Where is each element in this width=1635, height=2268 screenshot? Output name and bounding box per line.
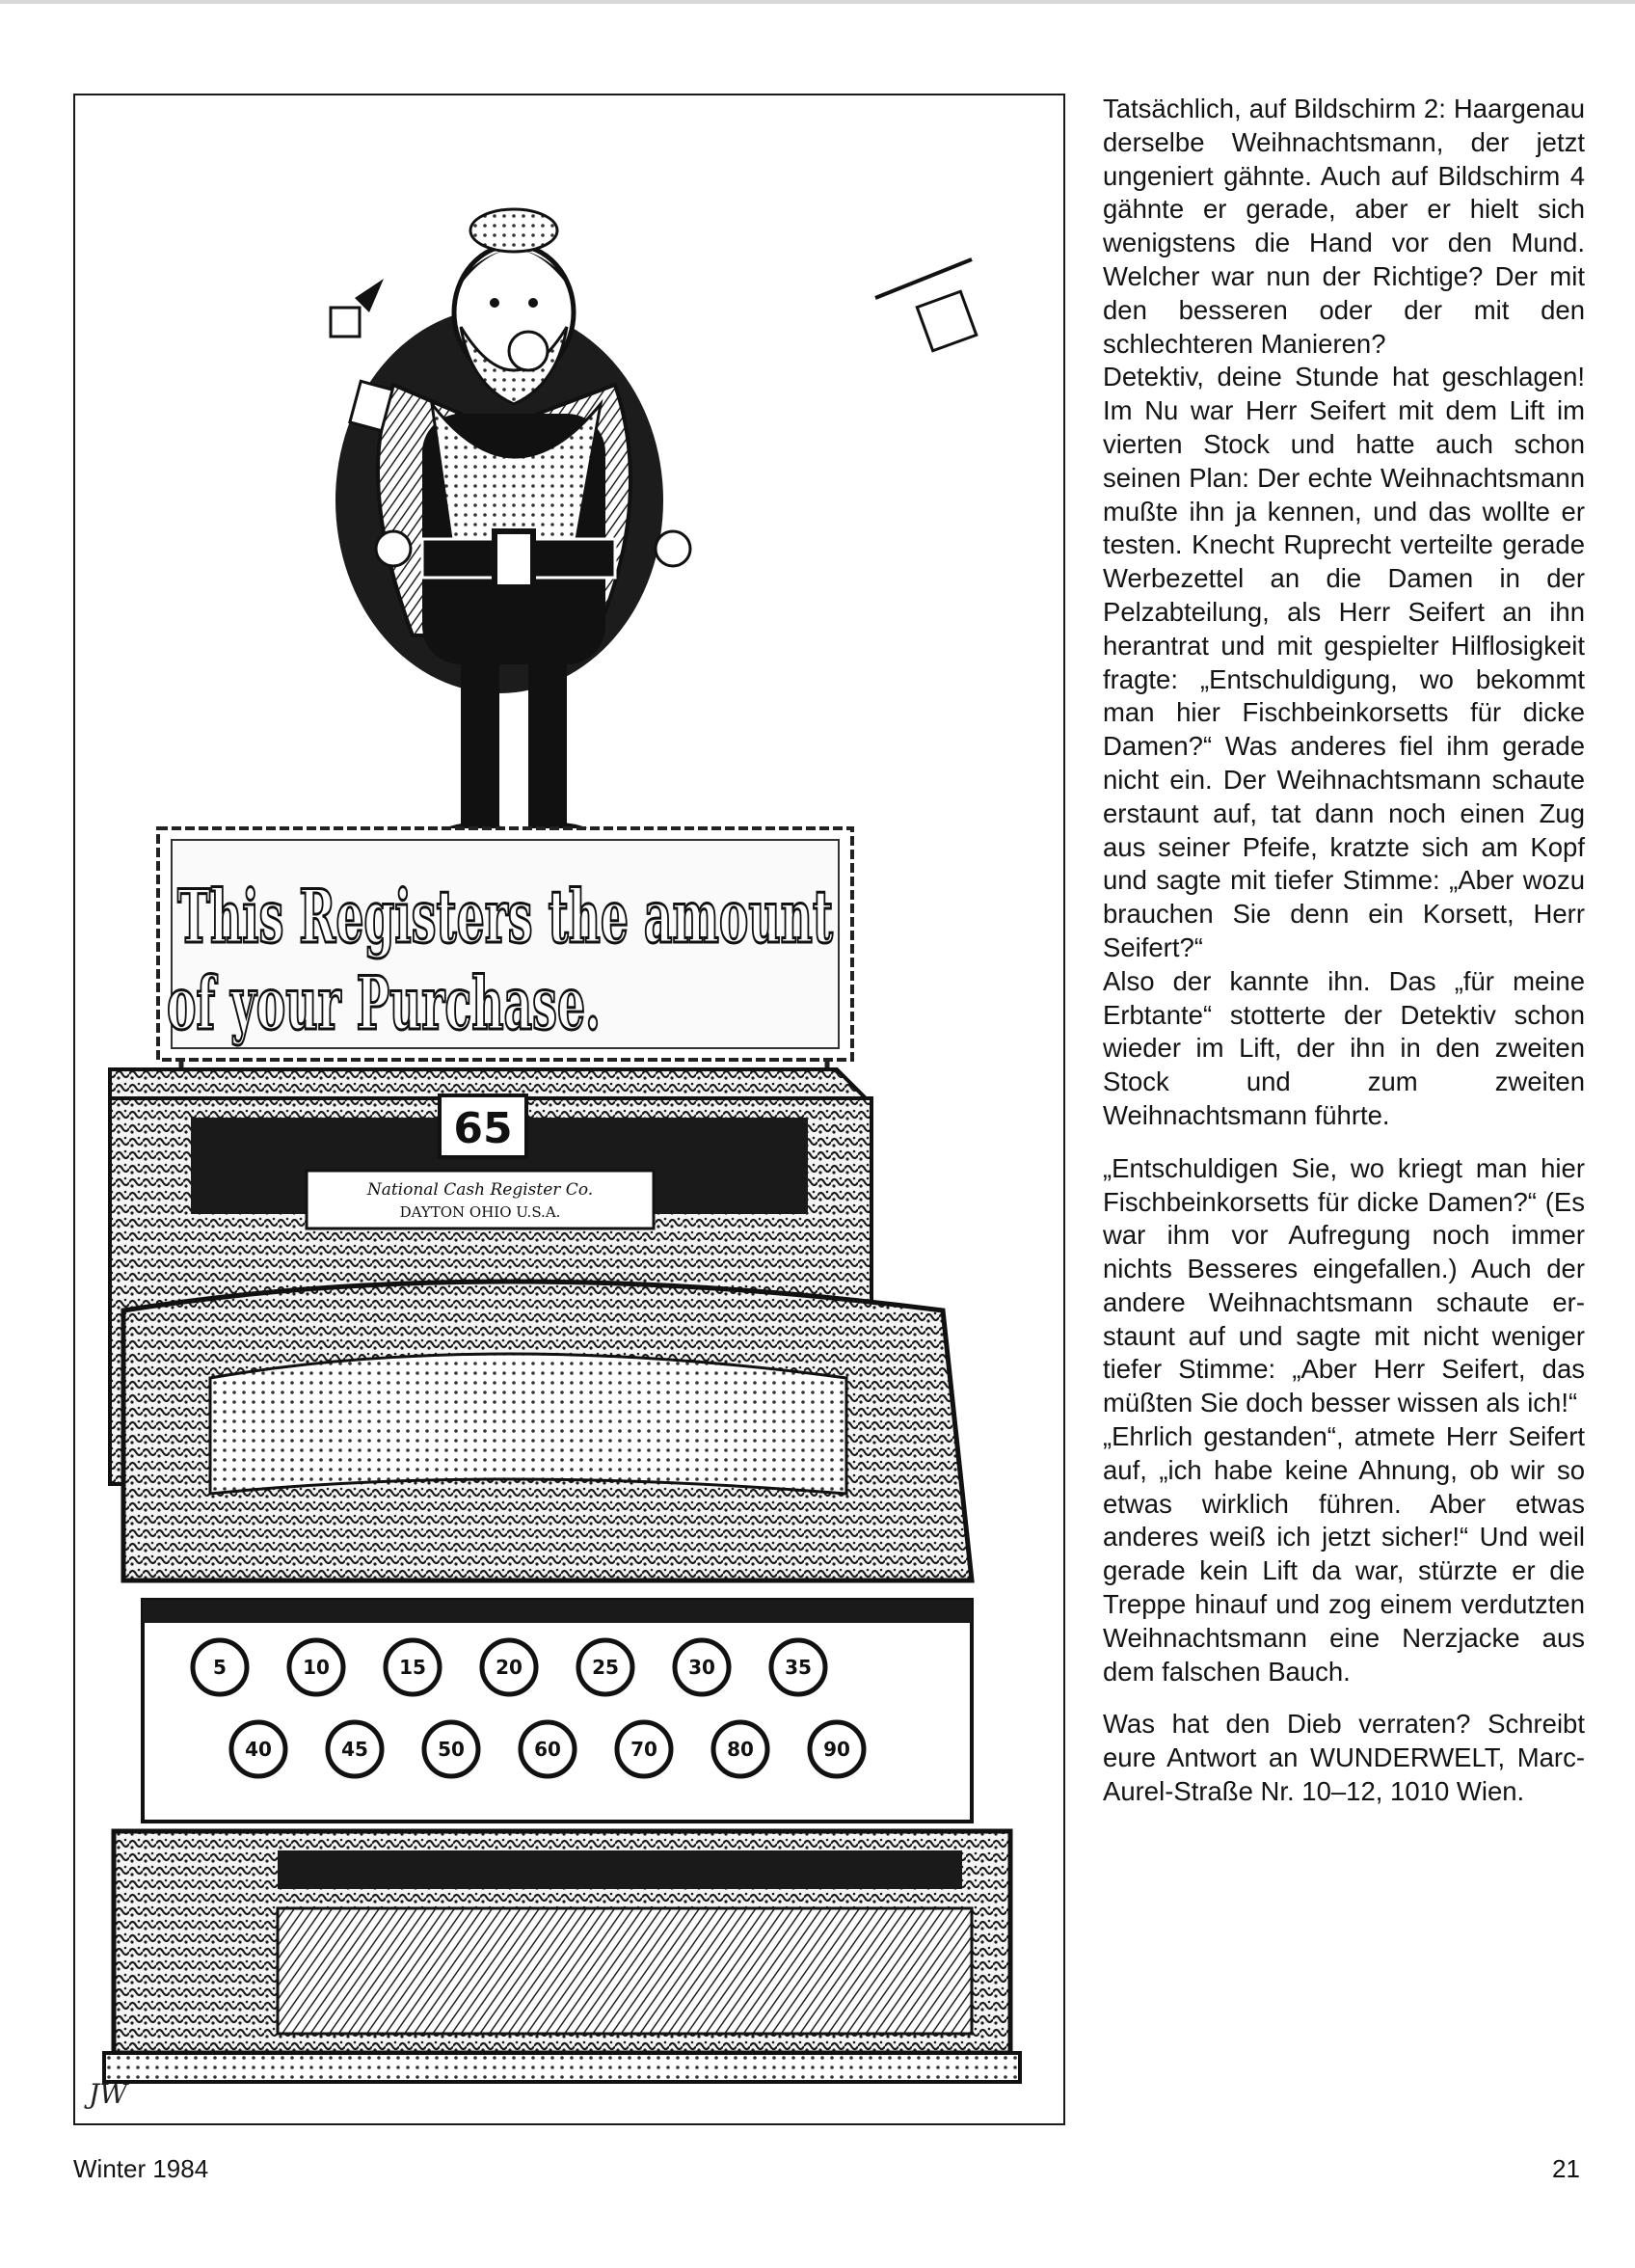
top-rule <box>0 0 1635 4</box>
sign-line-2: of your Purchase. <box>167 960 601 1046</box>
register-display-number: 65 <box>453 1104 513 1153</box>
article-paragraph: Detektiv, deine Stunde hat geschlagen! Im Nu war Herr Seifert mit dem Lift im vierten Stock und hatte auch schon seinen Plan: Der echte Weihnachtsmann mußte ihn ja kennen, und das wollte er testen. Knecht Ruprecht verteilte gerade Werbezettel an die Damen in der Pelzabteilung, als Herr Seifert an ihn herantrat und mit gespielter Hilflosigkeit fragte: „Entschuldigung, wo bekommt man hier Fischbeinkorsetts für dicke Damen?“ Was anderes fiel ihm gerade nicht ein. Der Weihnachtsmann schaute erstaunt auf, tat dann noch einen Zug aus seiner Pfeife, kratzte sich am Kopf und sagte mit tiefer Stimme: „Aber wozu brauchen Sie denn ein Korsett, Herr Seifert?“ <box>1103 362 1585 962</box>
page-number: 21 <box>1552 2154 1580 2183</box>
register-key-label: 20 <box>496 1656 523 1679</box>
article-paragraph: Also der kannte ihn. Das „für meine Erbtante“ stotterte der Detektiv schon wieder im Lift, der ihn in den zweiten Stock und zum zweiten Weihnachtsmann führte. <box>1103 965 1585 1130</box>
register-key-label: 45 <box>341 1738 368 1761</box>
register-key-label: 40 <box>245 1738 272 1761</box>
register-key-label: 80 <box>727 1738 754 1761</box>
register-key-label: 5 <box>213 1656 227 1679</box>
article-paragraph: „Ehrlich gestanden“, atmete Herr Seifert auf, „ich habe keine Ahnung, ob wir so etwas wirklich führen. Aber etwas anderes weiß ich jetzt sicher!“ Und weil gerade kein Lift da war, stürzte er die Treppe hinauf und zog einem verdutzten Weihnachtsmann eine Nerzjacke aus dem falschen Bauch. <box>1103 1421 1585 1687</box>
register-key-label: 25 <box>592 1656 619 1679</box>
register-key-label: 90 <box>823 1738 850 1761</box>
maker-plate-line-1: National Cash Register Co. <box>366 1180 594 1200</box>
register-key-label: 70 <box>630 1738 657 1761</box>
cash-register <box>104 828 1020 2082</box>
article-paragraph: Tatsächlich, auf Bildschirm 2: Haargenau derselbe Weihnachtsmann, der jetzt ungeniert gähnte. Auch auf Bildschirm 4 gähnte er gerade, aber er hielt sich wenigstens die Hand vor den Mund. Welcher war nun der Richtige? Der mit den besseren oder der mit den schlechteren Manieren? <box>1103 94 1585 359</box>
footer-issue: Winter 1984 <box>73 2154 209 2183</box>
artist-initials: JW <box>89 2078 128 2110</box>
maker-plate-line-2: DAYTON OHIO U.S.A. <box>399 1203 561 1221</box>
illustration-frame <box>73 94 1065 2125</box>
article-closing-question: Was hat den Dieb verraten? Schreibt eure Antwort an WUNDERWELT, Marc-Aurel-Straße Nr. 10–12, 1010 Wien. <box>1103 1709 1585 1807</box>
cash-register-illustration <box>75 95 1065 2125</box>
register-key-label: 15 <box>399 1656 426 1679</box>
article-column <box>1103 93 1585 1809</box>
sign-line-1: This Registers the amount <box>177 874 834 959</box>
register-key-label: 10 <box>303 1656 330 1679</box>
register-key-label: 60 <box>534 1738 561 1761</box>
article-paragraph: „Entschuldigen Sie, wo kriegt man hier Fischbeinkorsetts für dicke Damen?“ (Es war ihm vor Aufregung noch immer nichts Besseres eingefallen.) Auch der andere Weihnachtsmann schaute erstaunt auf und sagte mit nicht weniger tiefer Stimme: „Aber Herr Seifert, das müßten Sie doch besser wissen als ich!“ <box>1103 1152 1585 1418</box>
register-key-label: 50 <box>438 1738 465 1761</box>
register-key-label: 30 <box>688 1656 715 1679</box>
register-key-label: 35 <box>785 1656 812 1679</box>
santa-figure <box>331 209 977 853</box>
